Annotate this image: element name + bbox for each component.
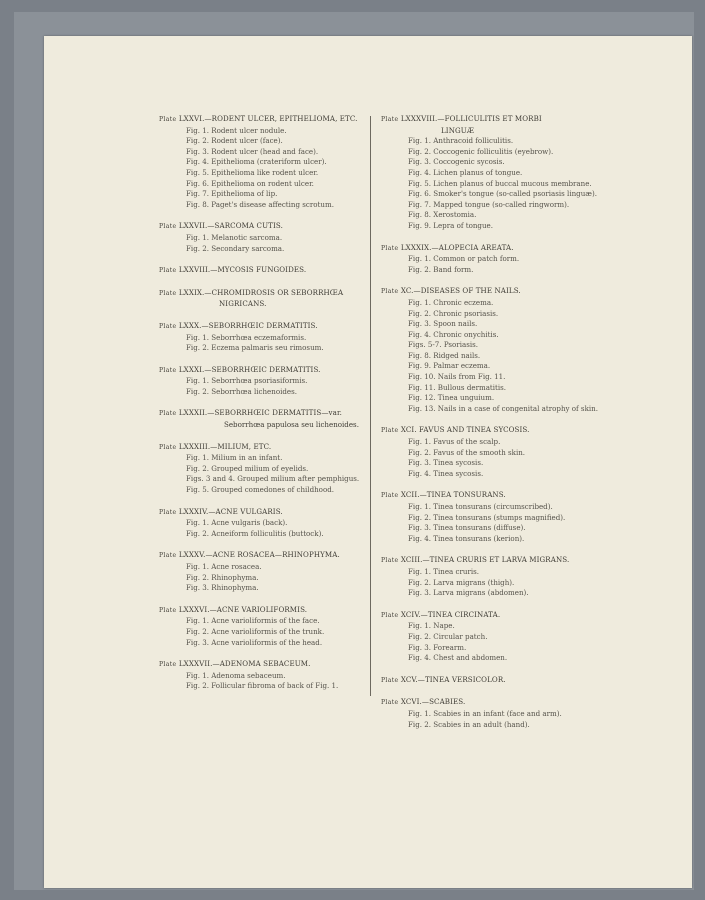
figure-item: Fig. 6. Smoker's tongue (so-called psoriasis linguæ). bbox=[408, 189, 597, 199]
mounting-board bbox=[14, 12, 694, 890]
figure-item: Fig. 3. Forearm. bbox=[408, 642, 467, 652]
plate-label: Plate bbox=[159, 289, 177, 297]
figure-item: Fig. 7. Epithelioma of lip. bbox=[186, 189, 278, 199]
plate-entry bbox=[159, 365, 369, 398]
plate-heading bbox=[381, 697, 611, 709]
figure-item: Fig. 1. Anthracoid folliculitis. bbox=[408, 136, 514, 146]
figure-item: Fig. 1. Nape. bbox=[408, 621, 455, 631]
plate-heading bbox=[159, 442, 369, 454]
plate-label: Plate bbox=[159, 116, 177, 123]
plate-title: XCIII.—TINEA CRURIS ET LARVA MIGRANS. bbox=[400, 555, 570, 565]
plate-heading bbox=[159, 550, 369, 562]
figure-item: Fig. 2. Acneiform folliculitis (buttock). bbox=[186, 528, 324, 538]
figure-item: Fig. 4. Epithelioma (crateriform ulcer). bbox=[186, 157, 327, 167]
figure-item: Fig. 3. Tinea tonsurans (diffuse). bbox=[408, 523, 526, 533]
figure-item: Fig. 1. Tinea cruris. bbox=[408, 566, 480, 576]
plate-label: Plate bbox=[381, 427, 399, 435]
right-column bbox=[381, 114, 611, 741]
figure-item: Fig. 2. Follicular fibroma of back of Fig. 1. bbox=[186, 681, 339, 691]
plate-heading bbox=[381, 425, 611, 437]
plate-entry bbox=[159, 408, 369, 430]
plate-entry bbox=[159, 659, 369, 692]
figure-item: Fig. 3. Coccogenic sycosis. bbox=[408, 157, 505, 167]
plate-heading bbox=[159, 365, 369, 377]
plate-label: Plate bbox=[159, 322, 177, 330]
plate-heading bbox=[381, 675, 611, 687]
figure-item: Fig. 6. Epithelioma on rodent ulcer. bbox=[186, 178, 314, 188]
plate-heading bbox=[159, 659, 369, 671]
figure-item: Fig. 3. Acne varioliformis of the head. bbox=[186, 637, 323, 647]
plate-label: Plate bbox=[159, 410, 177, 418]
figure-item: Fig. 1. Scabies in an infant (face and arm). bbox=[408, 708, 562, 718]
plate-label: Plate bbox=[159, 606, 177, 614]
figure-item: Fig. 8. Xerostomia. bbox=[408, 210, 477, 220]
plate-entry bbox=[381, 114, 611, 232]
plate-title: LXXXIII.—MILIUM, ETC. bbox=[178, 441, 272, 451]
figure-item: Fig. 1. Common or patch form. bbox=[408, 254, 520, 264]
plate-title: LXXXVI.—ACNE VARIOLIFORMIS. bbox=[178, 604, 308, 614]
figure-item: Fig. 10. Nails from Fig. 11. bbox=[408, 372, 506, 382]
figure-item: Fig. 2. Larva migrans (thigh). bbox=[408, 577, 515, 587]
plate-label: Plate bbox=[159, 267, 177, 275]
figure-item: Fig. 2. Coccogenic folliculitis (eyebrow). bbox=[408, 146, 554, 156]
left-column bbox=[159, 114, 369, 703]
plate-entry bbox=[381, 425, 611, 479]
plate-label: Plate bbox=[381, 244, 399, 252]
plate-entry bbox=[381, 555, 611, 598]
plate-label: Plate bbox=[381, 288, 399, 296]
plate-title: LXXXIX.—ALOPECIA AREATA. bbox=[400, 242, 514, 252]
plate-entry bbox=[159, 221, 369, 254]
plate-label: Plate bbox=[159, 223, 177, 231]
plate-label: Plate bbox=[159, 552, 177, 560]
plate-heading bbox=[381, 555, 611, 567]
figure-item: Fig. 5. Epithelioma like rodent ulcer. bbox=[186, 167, 319, 177]
plate-label: Plate bbox=[159, 661, 177, 669]
figure-item: Fig. 5. Grouped comedones of childhood. bbox=[186, 485, 335, 495]
figure-item: Fig. 1. Rodent ulcer nodule. bbox=[186, 125, 287, 135]
figure-item: Fig. 1. Melanotic sarcoma. bbox=[186, 232, 283, 242]
plate-heading bbox=[381, 286, 611, 298]
figure-item: Fig. 2. Grouped milium of eyelids. bbox=[186, 463, 309, 473]
plate-heading bbox=[159, 605, 369, 617]
plate-title: LXXXIV.—ACNE VULGARIS. bbox=[178, 506, 283, 516]
plate-title: XCV.—TINEA VERSICOLOR. bbox=[400, 674, 506, 684]
figure-item: Fig. 12. Tinea unguium. bbox=[408, 393, 495, 403]
plate-title: XCVI.—SCABIES. bbox=[400, 697, 466, 707]
plate-heading bbox=[381, 610, 611, 622]
plate-entry bbox=[381, 610, 611, 664]
figure-item: Fig. 2. Eczema palmaris seu rimosum. bbox=[186, 343, 324, 353]
plate-title: XCIV.—TINEA CIRCINATA. bbox=[400, 609, 501, 619]
plate-title: LXXVII.—SARCOMA CUTIS. bbox=[178, 221, 283, 231]
plate-heading bbox=[159, 114, 369, 126]
plate-entry bbox=[159, 605, 369, 648]
plate-entry bbox=[381, 243, 611, 276]
plate-title: XC.—DISEASES OF THE NAILS. bbox=[400, 286, 521, 296]
figure-item: Fig. 1. Acne rosacea. bbox=[186, 562, 262, 571]
figure-item: Fig. 2. Acne varioliformis of the trunk. bbox=[186, 626, 325, 636]
figure-item: Fig. 9. Palmar eczema. bbox=[408, 361, 491, 371]
figure-item: Fig. 1. Adenoma sebaceum. bbox=[186, 670, 286, 680]
figure-item: Fig. 4. Tinea tonsurans (kerion). bbox=[408, 533, 525, 543]
figure-item: Fig. 1. Favus of the scalp. bbox=[408, 437, 501, 447]
plate-title: XCII.—TINEA TONSURANS. bbox=[400, 490, 506, 500]
figure-item: Fig. 11. Bullous dermatitis. bbox=[408, 382, 507, 392]
plate-entry bbox=[381, 675, 611, 687]
plate-heading bbox=[159, 321, 369, 333]
plate-label: Plate bbox=[381, 116, 399, 123]
plate-title: LXXXVIII.—FOLLICULITIS ET MORBI bbox=[400, 114, 542, 123]
plate-entry bbox=[159, 288, 369, 310]
plate-title: LXXXV.—ACNE ROSACEA—RHINOPHYMA. bbox=[178, 550, 340, 560]
plate-heading bbox=[159, 288, 369, 300]
plate-heading bbox=[159, 265, 369, 277]
figure-item: Fig. 4. Chest and abdomen. bbox=[408, 653, 508, 663]
figure-item: Fig. 4. Lichen planus of tongue. bbox=[408, 167, 523, 177]
plate-label: Plate bbox=[381, 699, 399, 707]
figure-item: Fig. 13. Nails in a case of congenital atrophy of skin. bbox=[408, 403, 598, 413]
figure-item: Fig. 1. Acne vulgaris (back). bbox=[186, 518, 288, 528]
plate-heading bbox=[159, 507, 369, 519]
figure-item: Fig. 7. Mapped tongue (so-called ringworm). bbox=[408, 199, 570, 209]
plate-entry bbox=[159, 550, 369, 593]
plate-label: Plate bbox=[381, 492, 399, 500]
figure-item: Fig. 1. Seborrhœa eczemaformis. bbox=[186, 332, 307, 342]
plate-label: Plate bbox=[159, 366, 177, 374]
figure-item: Fig. 3. Spoon nails. bbox=[408, 319, 478, 329]
plate-heading bbox=[381, 114, 611, 126]
figure-item: Fig. 1. Tinea tonsurans (circumscribed). bbox=[408, 502, 553, 511]
plate-entry bbox=[159, 507, 369, 540]
figure-item: Fig. 2. Rodent ulcer (face). bbox=[186, 136, 283, 146]
plate-title: LXXXII.—SEBORRHŒIC DERMATITIS—var. bbox=[178, 408, 343, 418]
figure-item: Fig. 1. Seborrhœa psoriasiformis. bbox=[186, 376, 308, 386]
figure-item: Fig. 2. Circular patch. bbox=[408, 631, 488, 641]
figure-item: Fig. 1. Acne varioliformis of the face. bbox=[186, 616, 320, 626]
plate-entry bbox=[381, 490, 611, 544]
figure-item: Fig. 2. Seborrhœa lichenoides. bbox=[186, 386, 298, 396]
plate-label: Plate bbox=[381, 557, 399, 565]
plate-entry bbox=[159, 114, 369, 210]
plate-entry bbox=[381, 697, 611, 730]
figure-item: Fig. 3. Rhinophyma. bbox=[186, 583, 259, 593]
plate-title: LXXX.—SEBORRHŒIC DERMATITIS. bbox=[178, 320, 318, 330]
figure-item: Figs. 5-7. Psoriasis. bbox=[408, 340, 479, 350]
plate-subtitle: Seborrhœa papulosa seu lichenoides. bbox=[224, 420, 359, 430]
figure-item: Fig. 1. Chronic eczema. bbox=[408, 297, 494, 307]
figure-item: Fig. 8. Ridged nails. bbox=[408, 350, 481, 360]
plate-title-continuation: LINGUÆ bbox=[441, 125, 475, 135]
figure-item: Fig. 2. Favus of the smooth skin. bbox=[408, 447, 526, 457]
plate-label: Plate bbox=[159, 443, 177, 451]
figure-item: Fig. 1. Milium in an infant. bbox=[186, 453, 283, 463]
figure-item: Fig. 2. Rhinophyma. bbox=[186, 572, 259, 582]
figure-item: Fig. 5. Lichen planus of buccal mucous membrane. bbox=[408, 178, 592, 188]
plate-entry bbox=[159, 442, 369, 496]
plate-label: Plate bbox=[159, 508, 177, 516]
plate-title: LXXVIII.—MYCOSIS FUNGOIDES. bbox=[178, 265, 307, 275]
figure-item: Fig. 2. Secondary sarcoma. bbox=[186, 243, 285, 253]
figure-item: Figs. 3 and 4. Grouped milium after pemphigus. bbox=[186, 474, 360, 484]
figure-item: Fig. 3. Tinea sycosis. bbox=[408, 458, 484, 468]
figure-item: Fig. 2. Band form. bbox=[408, 264, 474, 274]
plate-heading bbox=[159, 221, 369, 233]
plate-entry bbox=[381, 286, 611, 414]
plate-title: XCI. FAVUS AND TINEA SYCOSIS. bbox=[400, 425, 530, 435]
figure-item: Fig. 3. Larva migrans (abdomen). bbox=[408, 588, 529, 598]
figure-item: Fig. 2. Scabies in an adult (hand). bbox=[408, 719, 530, 729]
plate-heading bbox=[381, 243, 611, 255]
plate-title: LXXXVII.—ADENOMA SEBACEUM. bbox=[178, 659, 311, 669]
figure-item: Fig. 4. Tinea sycosis. bbox=[408, 468, 484, 478]
plate-index-page bbox=[44, 36, 692, 888]
plate-heading bbox=[159, 408, 369, 420]
figure-item: Fig. 8. Paget's disease affecting scrotum. bbox=[186, 199, 334, 209]
plate-entry bbox=[159, 265, 369, 277]
plate-heading bbox=[381, 490, 611, 502]
figure-item: Fig. 3. Rodent ulcer (head and face). bbox=[186, 146, 319, 156]
figure-item: Fig. 2. Chronic psoriasis. bbox=[408, 308, 499, 318]
plate-title: LXXVI.—RODENT ULCER, EPITHELIOMA, ETC. bbox=[178, 114, 358, 123]
column-divider bbox=[370, 116, 371, 696]
plate-title: LXXXI.—SEBORRHŒIC DERMATITIS. bbox=[178, 364, 321, 374]
plate-title-continuation: NIGRICANS. bbox=[219, 299, 267, 309]
plate-label: Plate bbox=[381, 676, 399, 684]
figure-item: Fig. 9. Lepra of tongue. bbox=[408, 220, 493, 230]
plate-label: Plate bbox=[381, 611, 399, 619]
figure-item: Fig. 4. Chronic onychitis. bbox=[408, 329, 499, 339]
figure-item: Fig. 2. Tinea tonsurans (stumps magnified). bbox=[408, 512, 566, 522]
plate-entry bbox=[159, 321, 369, 354]
plate-title: LXXIX.—CHROMIDROSIS OR SEBORRHŒA bbox=[178, 287, 344, 297]
